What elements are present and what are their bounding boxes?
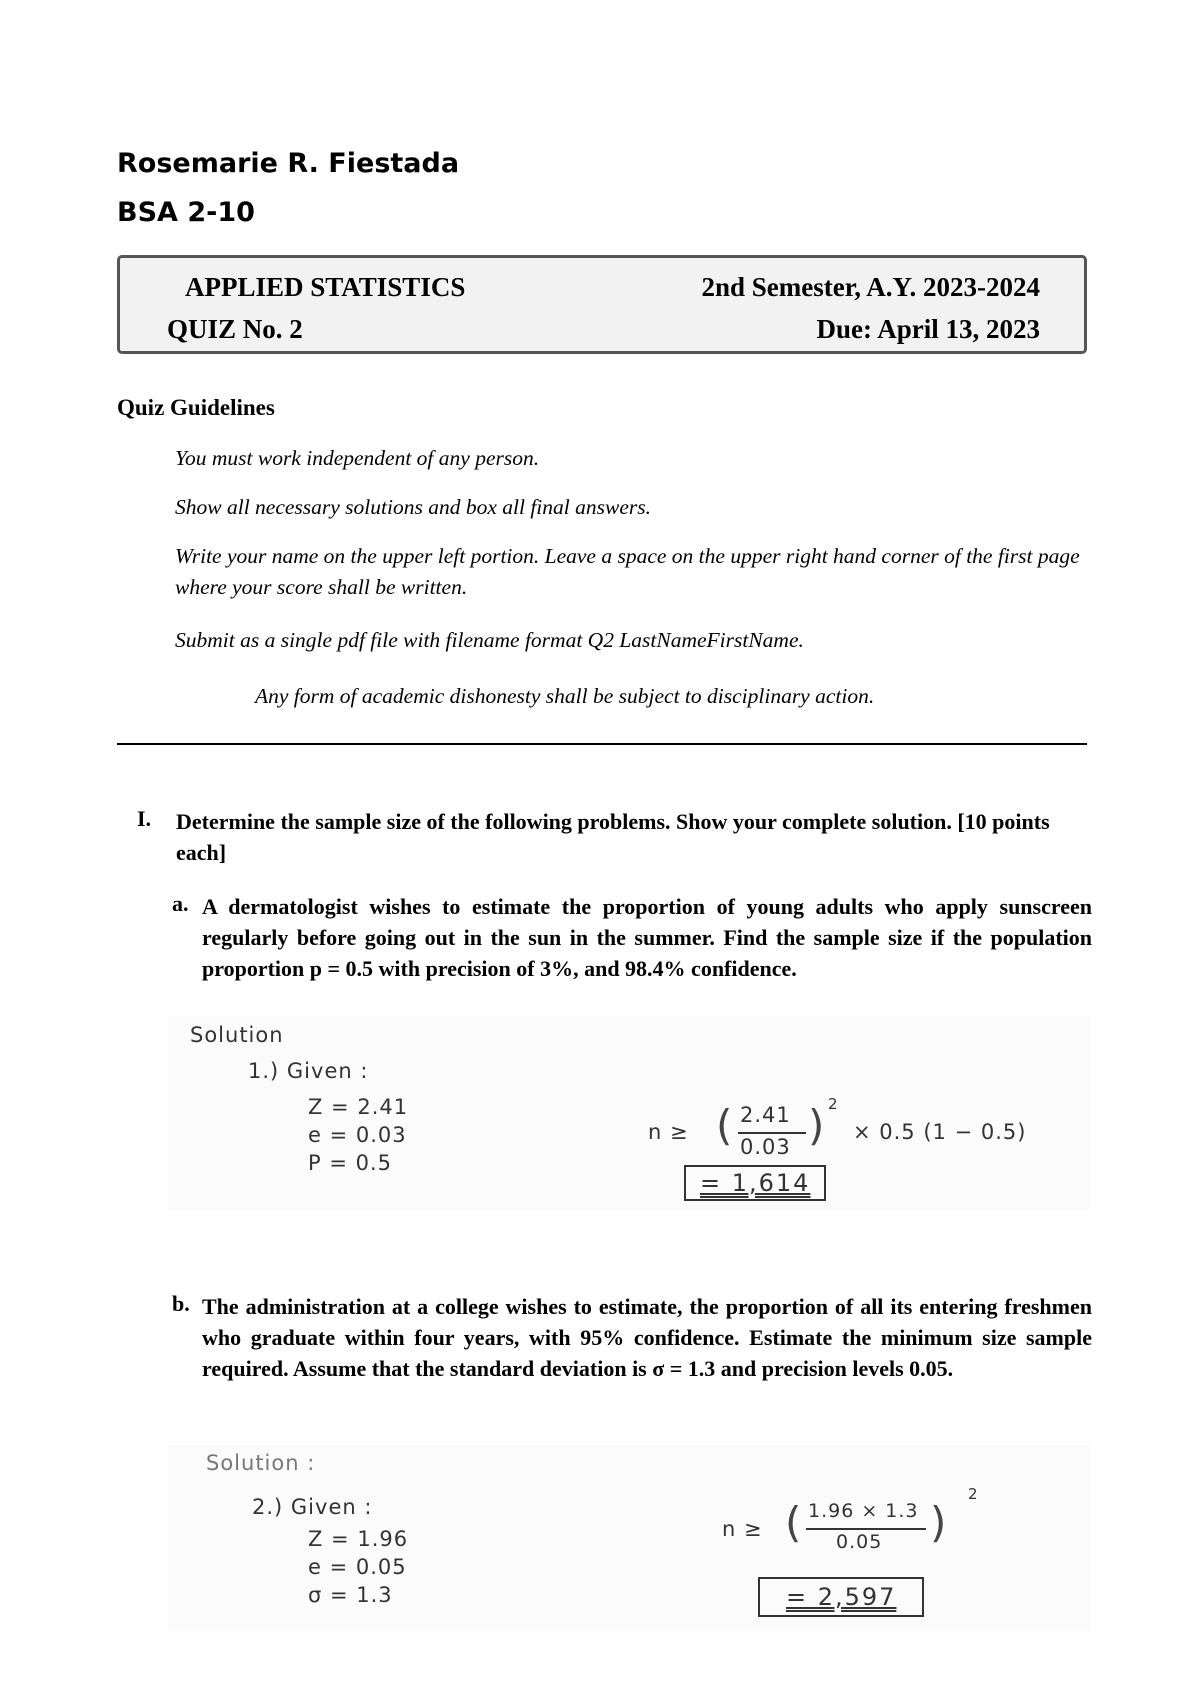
formula-exponent: 2 — [828, 1095, 839, 1113]
formula-numerator: 2.41 — [740, 1103, 791, 1127]
given-value: σ = 1.3 — [308, 1583, 393, 1607]
formula-numerator: 1.96 × 1.3 — [808, 1500, 919, 1522]
formula-lhs: n ≥ — [722, 1517, 763, 1541]
guideline-item: You must work independent of any person. — [175, 446, 540, 470]
quiz-header-box — [117, 255, 1087, 354]
question-b-text: The administration at a college wishes to estimate, the proportion of all its entering freshmen who graduate within four years, with 95% confidence. Estimate the minimum size sample required. Assume that the standard deviation is σ = 1.3 and precision levels 0.05. — [202, 1294, 1092, 1381]
part-instruction: Determine the sample size of the following problems. Show your complete solution. [10 points each] — [176, 809, 1050, 865]
quiz-number: QUIZ No. 2 — [167, 314, 303, 344]
final-answer-box — [758, 1577, 924, 1617]
guideline-item: Write your name on the upper left portion. Leave a space on the upper right hand corner of the first page where your score shall be written. — [175, 544, 1080, 599]
given-value: Z = 2.41 — [308, 1095, 409, 1119]
paren-close: ) — [808, 1101, 826, 1150]
formula-rest: × 0.5 (1 − 0.5) — [853, 1120, 1027, 1144]
formula-lhs: n ≥ — [648, 1120, 689, 1144]
semester: 2nd Semester, A.Y. 2023-2024 — [701, 272, 1040, 302]
question-b-label: b. — [172, 1291, 190, 1316]
section-divider — [117, 743, 1087, 745]
question-a-label: a. — [172, 891, 189, 916]
paren-close: ) — [930, 1498, 948, 1547]
part-number: I. — [137, 806, 152, 831]
handwritten-solution-a — [168, 1015, 1090, 1210]
formula-denominator: 0.05 — [836, 1531, 883, 1553]
solution-title: Solution : — [206, 1451, 316, 1475]
dishonesty-warning: Any form of academic dishonesty shall be subject to disciplinary action. — [255, 684, 875, 708]
final-answer-box — [684, 1165, 826, 1201]
final-answer: = 2,597 — [786, 1583, 897, 1611]
given-value: Z = 1.96 — [308, 1527, 409, 1551]
final-answer: = 1,614 — [700, 1169, 811, 1197]
formula-exponent: 2 — [968, 1485, 979, 1503]
given-value: e = 0.05 — [308, 1555, 407, 1579]
due-date: Due: April 13, 2023 — [816, 314, 1040, 344]
solution-title: Solution — [190, 1023, 284, 1047]
guideline-item: Submit as a single pdf file with filename format Q2 LastNameFirstName. — [175, 628, 804, 652]
paren-open: ( — [785, 1498, 803, 1547]
course-title: APPLIED STATISTICS — [185, 272, 466, 302]
question-a-text: A dermatologist wishes to estimate the proportion of young adults who apply sunscreen regularly before going out in the sun in the summer. Find the sample size if the population proportion p = 0.5 with precision of 3%, and 98.4% confidence. — [202, 894, 1092, 981]
guideline-item: Show all necessary solutions and box all final answers. — [175, 495, 651, 519]
student-section: BSA 2-10 — [117, 197, 255, 228]
handwritten-solution-b — [168, 1445, 1090, 1630]
given-value: e = 0.03 — [308, 1123, 407, 1147]
paren-open: ( — [716, 1101, 734, 1150]
fraction-bar — [738, 1132, 806, 1134]
guidelines-heading: Quiz Guidelines — [117, 395, 275, 420]
formula-denominator: 0.03 — [740, 1135, 791, 1159]
given-value: P = 0.5 — [308, 1151, 393, 1175]
given-label: 2.) Given : — [252, 1495, 373, 1519]
fraction-bar — [806, 1528, 926, 1530]
given-label: 1.) Given : — [248, 1059, 369, 1083]
student-name: Rosemarie R. Fiestada — [117, 148, 460, 179]
